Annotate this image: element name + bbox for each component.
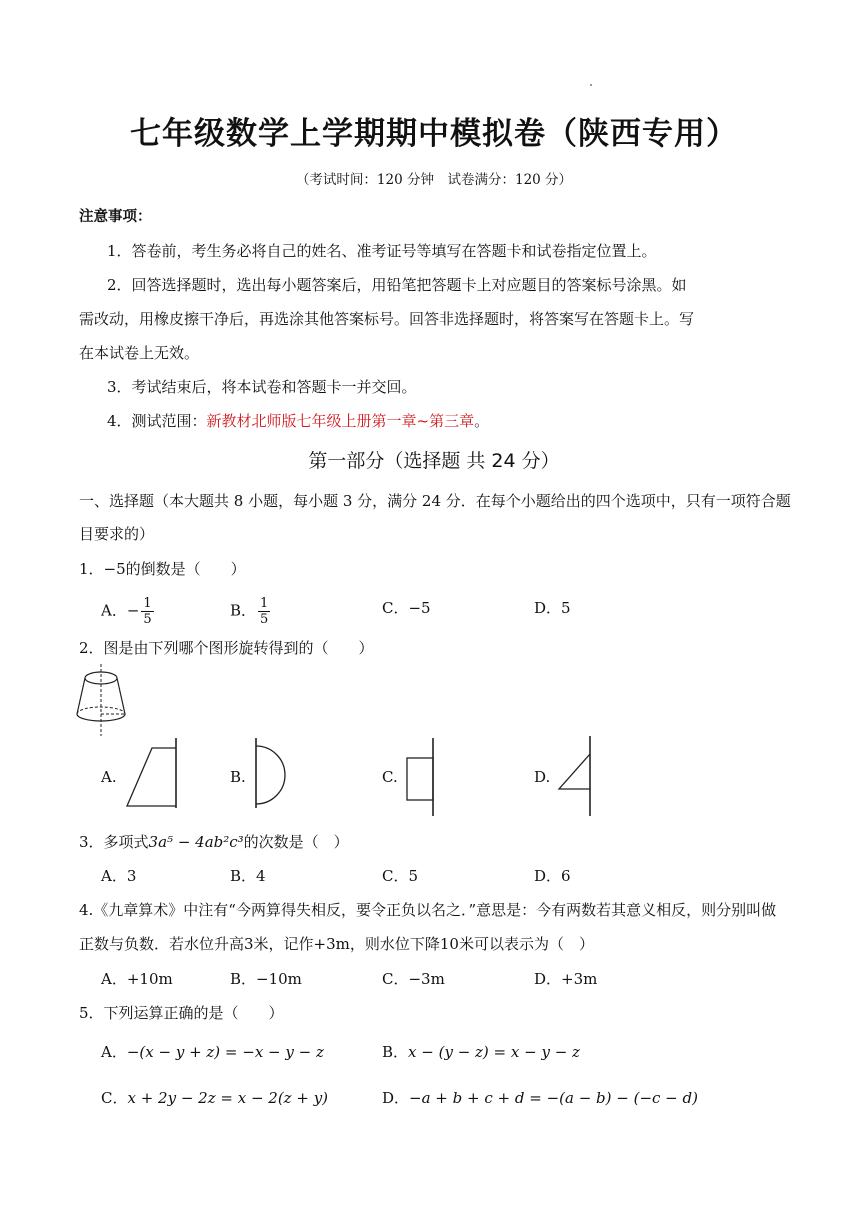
q3-option-a: A．3 xyxy=(101,867,137,885)
q5-option-c-label: C． xyxy=(101,1089,128,1107)
q1-option-c: C．−5 xyxy=(382,599,431,617)
q1-option-a-numerator: 1 xyxy=(143,596,152,611)
frustum-figure xyxy=(74,664,130,736)
q5-option-a xyxy=(101,1041,324,1062)
q2-option-c-figure xyxy=(402,738,442,816)
q4-stem-line-1: 4.《九章算术》中注有“今两算得失相反，要令正负以名之．”意思是：今有两数若其意义相反，则分别叫做 xyxy=(79,901,777,919)
q3-polynomial: 3a⁵ − 4ab²c³ xyxy=(148,833,244,851)
notice-item-2-line-3: 在本试卷上无效。 xyxy=(79,344,200,362)
exam-info: （考试时间：120 分钟 试卷满分：120 分） xyxy=(295,172,573,188)
q4-option-b: B．−10m xyxy=(230,970,302,988)
q1-option-a-fraction xyxy=(141,596,153,627)
q2-option-b: B. xyxy=(230,768,246,786)
q4-option-a: A．+10m xyxy=(101,970,173,988)
q3-stem-prefix: 3．多项式 xyxy=(79,833,149,851)
notice-item-4 xyxy=(107,410,489,431)
q5-option-d xyxy=(382,1087,698,1108)
q1-option-d: D．5 xyxy=(534,599,571,617)
q2-stem: 2．图是由下列哪个图形旋转得到的（ ） xyxy=(79,639,374,657)
q5-option-c xyxy=(101,1087,328,1108)
q5-option-b-label: B． xyxy=(382,1043,409,1061)
q4-option-d: D．+3m xyxy=(534,970,598,988)
notice-item-4-prefix: 4．测试范围： xyxy=(107,412,207,430)
scan-dot xyxy=(590,84,592,86)
q5-option-b xyxy=(382,1041,580,1062)
q2-option-d-figure xyxy=(556,736,596,816)
q1-option-a-sign: − xyxy=(126,601,140,620)
q5-option-a-expr: −(x − y + z) = −x − y − z xyxy=(126,1043,324,1061)
q2-option-a-figure xyxy=(124,738,180,808)
q1-option-b-denominator: 5 xyxy=(260,612,269,627)
q1-stem: 1．−5的倒数是（ ） xyxy=(79,560,246,578)
q1-option-b-label: B． xyxy=(230,601,257,620)
q1-option-b-fraction xyxy=(258,596,270,627)
q1-option-a-denominator: 5 xyxy=(143,612,152,627)
q3-option-c: C．5 xyxy=(382,867,419,885)
q5-option-d-expr: −a + b + c + d = −(a − b) − (−c − d) xyxy=(409,1089,698,1107)
q3-stem xyxy=(79,831,349,852)
q2-option-b-figure xyxy=(251,738,291,808)
q5-option-d-label: D． xyxy=(382,1089,410,1107)
notice-item-2-line-2: 需改动，用橡皮擦干净后，再选涂其他答案标号。回答非选择题时，将答案写在答题卡上。写 xyxy=(79,310,695,328)
q4-stem-line-2: 正数与负数．若水位升高3米，记作+3m，则水位下降10米可以表示为（ ） xyxy=(79,935,594,953)
notice-heading: 注意事项： xyxy=(79,209,152,225)
q2-option-a: A. xyxy=(101,768,117,786)
notice-item-1: 1．答卷前，考生务必将自己的姓名、准考证号等填写在答题卡和试卷指定位置上。 xyxy=(107,242,657,260)
test-range: 新教材北师版七年级上册第一章~第三章 xyxy=(206,412,475,430)
q3-option-b: B．4 xyxy=(230,867,266,885)
q1-option-b xyxy=(230,596,270,627)
q3-stem-suffix: 的次数是（ ） xyxy=(243,833,349,851)
notice-item-3: 3．考试结束后，将本试卷和答题卡一并交回。 xyxy=(107,378,417,396)
instructions-line-2: 目要求的） xyxy=(79,525,155,543)
q4-option-c: C．−3m xyxy=(382,970,445,988)
q3-option-d: D．6 xyxy=(534,867,571,885)
instructions-line-1: 一、选择题（本大题共 8 小题，每小题 3 分，满分 24 分．在每个小题给出的四个选项中，只有一项符合题 xyxy=(79,492,791,510)
q1-option-a xyxy=(101,596,154,627)
q5-option-b-expr: x − (y − z) = x − y − z xyxy=(408,1043,580,1061)
q5-option-a-label: A． xyxy=(101,1043,127,1061)
notice-item-2-line-1: 2．回答选择题时，选出每小题答案后，用铅笔把答题卡上对应题目的答案标号涂黑。如 xyxy=(107,276,687,294)
q5-stem: 5．下列运算正确的是（ ） xyxy=(79,1004,284,1022)
section-title: 第一部分（选择题 共 24 分） xyxy=(308,450,560,472)
q1-option-a-label: A． xyxy=(101,601,127,620)
q2-option-c: C. xyxy=(382,768,398,786)
notice-item-4-suffix: 。 xyxy=(474,412,490,430)
page-title: 七年级数学上学期期中模拟卷（陕西专用） xyxy=(130,116,738,152)
q2-option-d: D. xyxy=(534,768,551,786)
q1-option-b-numerator: 1 xyxy=(260,596,269,611)
q5-option-c-expr: x + 2y − 2z = x − 2(z + y) xyxy=(127,1089,329,1107)
